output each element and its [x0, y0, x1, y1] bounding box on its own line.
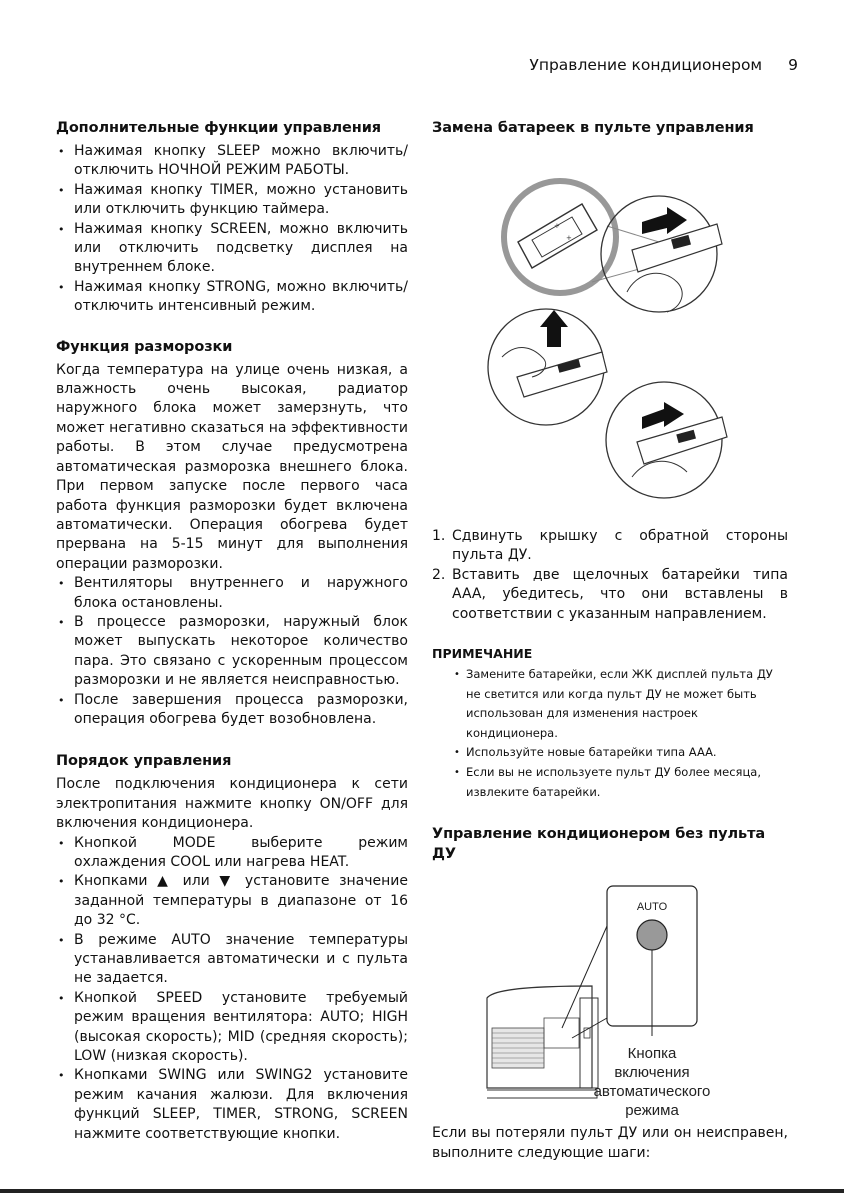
- list-item: • Кнопками SWING или SWING2 установите режим качания жалюзи. Для включения функций SLEEP, TIMER, STRONG, SCREEN нажмите соответствующие кнопки.: [56, 1066, 408, 1144]
- section-title: Порядок управления: [56, 753, 232, 770]
- remote-closeup-icon: [504, 181, 616, 293]
- list-item: • Используйте новые батарейки типа AAA.: [454, 743, 788, 763]
- page-number: 9: [788, 56, 798, 74]
- section-operation-order: [56, 751, 408, 1144]
- close-cover-step-icon: [606, 382, 727, 498]
- svg-text:+: +: [554, 222, 560, 230]
- list-item: • Нажимая кнопку TIMER, можно установить или отключить функцию таймера.: [56, 181, 408, 220]
- list-item: • Замените батарейки, если ЖК дисплей пульта ДУ не светится или когда пульт ДУ не может быть использован для изменения настроек кондиционера.: [454, 665, 788, 743]
- caption-line: автоматического: [593, 1083, 711, 1101]
- list-item: • В процессе разморозки, наружный блок может выпускать некоторое количество пара. Это связано с ускоренным процессом разморозки и не является неисправностью.: [56, 613, 408, 691]
- auto-label: AUTO: [636, 901, 668, 914]
- section-title: Функция разморозки: [56, 338, 233, 355]
- indoor-unit-auto-button-illustration: [432, 868, 788, 1120]
- battery-replacement-illustration: [432, 142, 788, 527]
- auto-button-icon: [637, 920, 667, 950]
- bullet-list: [56, 834, 408, 1145]
- header-title: Управление кондиционером: [529, 56, 763, 74]
- section-title: Дополнительные функции управления: [56, 120, 381, 136]
- insert-battery-step-icon: [488, 309, 607, 425]
- list-item: • Кнопками ▲ или ▼ установите значение заданной температуры в диапазоне от 16 до 32 °C.: [56, 872, 408, 930]
- paragraph: Если вы потеряли пульт ДУ или он неисправен, выполните следующие шаги:: [432, 1125, 788, 1161]
- list-item: • Вентиляторы внутреннего и наружного блока остановлены.: [56, 574, 408, 613]
- note-title: ПРИМЕЧАНИЕ: [432, 646, 533, 662]
- left-column: [56, 118, 408, 1164]
- paragraph: Когда температура на улице очень низкая, а влажность очень высокая, радиатор наружного блока может замерзнуть, что может негативно сказаться на эффективности работы. В этом случае предусмотрена автоматическая разморозка внешнего блока. При первом запуске после первого часа работа функция разморозки будет включена автоматически. Операция обогрева будет прервана на 5-15 минут для выполнения операции разморозки.: [56, 361, 408, 572]
- list-item: • После завершения процесса разморозки, операция обогрева будет возобновлена.: [56, 691, 408, 730]
- list-item: 1. Сдвинуть крышку с обратной стороны пульта ДУ.: [432, 528, 788, 564]
- list-item: • Кнопкой MODE выберите режим охлаждения COOL или нагрева HEAT.: [56, 834, 408, 873]
- section-title: Замена батареек в пульте управления: [432, 120, 754, 136]
- list-item: • Нажимая кнопку STRONG, можно включить/отключить интенсивный режим.: [56, 278, 408, 317]
- running-header: [529, 56, 798, 74]
- section-title: Управление кондиционером без пульта ДУ: [432, 826, 766, 863]
- list-item: • Нажимая кнопку SCREEN, можно включить или отключить подсветку дисплея на внутреннем блоке.: [56, 220, 408, 278]
- paragraph: После подключения кондиционера к сети электропитания нажмите кнопку ON/OFF для включения кондиционера.: [56, 776, 408, 832]
- bullet-list: [56, 142, 408, 317]
- battery-steps: [432, 527, 788, 624]
- caption-line: включения: [614, 1064, 690, 1082]
- list-item: 2. Вставить две щелочных батарейки типа AAA, убедитесь, что они вставлены в соответствии с указанным направлением.: [432, 566, 788, 622]
- right-column: [432, 118, 788, 1163]
- list-item: • Кнопкой SPEED установите требуемый режим вращения вентилятора: AUTO; HIGH (высокая скорость); MID (средняя скорость); LOW (низкая скорость).: [56, 989, 408, 1067]
- slide-cover-step-icon: [601, 196, 722, 312]
- list-item: • Если вы не используете пульт ДУ более месяца, извлеките батарейки.: [454, 763, 788, 802]
- caption-line: режима: [625, 1102, 679, 1120]
- bullet-list: [56, 574, 408, 729]
- indoor-unit-icon: [487, 986, 598, 1098]
- list-item: • Нажимая кнопку SLEEP можно включить/отключить НОЧНОЙ РЕЖИМ РАБОТЫ.: [56, 142, 408, 181]
- list-item: • В режиме AUTO значение температуры устанавливается автоматически и с пульта не задается.: [56, 931, 408, 989]
- caption-line: Кнопка: [627, 1045, 677, 1063]
- bottom-rule: [0, 1189, 844, 1193]
- note-list: [454, 665, 788, 802]
- section-extra-functions: [56, 118, 408, 317]
- svg-text:+: +: [566, 234, 572, 242]
- section-defrost: [56, 337, 408, 730]
